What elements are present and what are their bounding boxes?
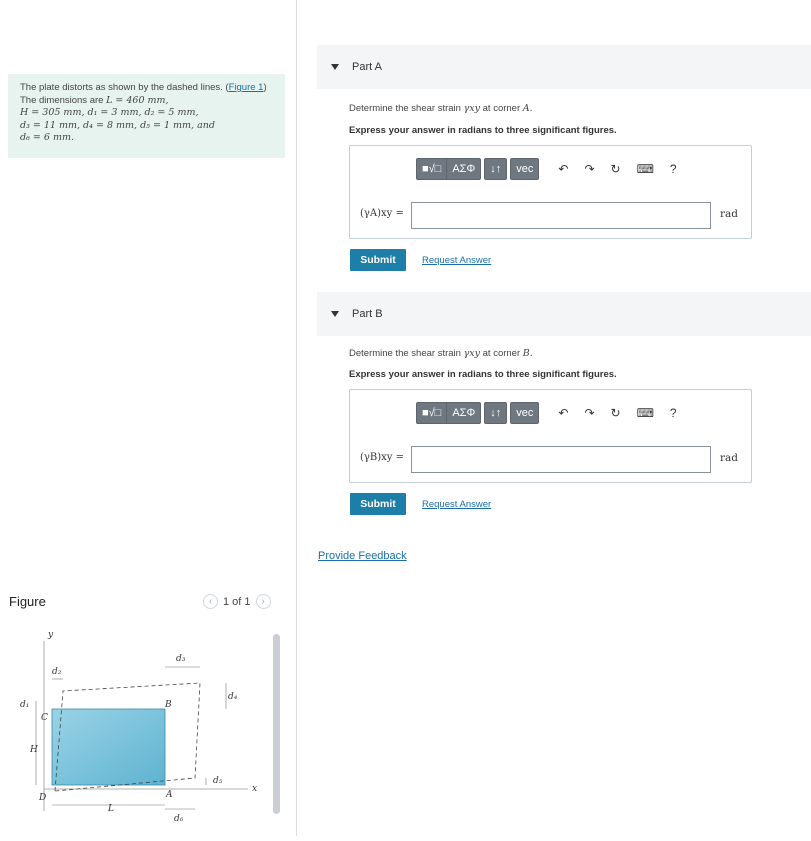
part-b-instruction-text: Express your answer in radians to three significant figures. (349, 369, 617, 380)
redo-icon[interactable]: ↷ (584, 162, 595, 176)
vec-group (510, 402, 539, 424)
part-a-request-answer-link[interactable]: Request Answer (422, 255, 492, 266)
figure-panel (8, 621, 268, 836)
part-b-symbol: γxy (463, 348, 480, 359)
prev-figure-button[interactable]: ‹ (203, 594, 218, 609)
problem-dim-d6: d₆ = 6 mm. (20, 132, 74, 143)
part-b-answer-box (349, 389, 752, 483)
part-b-header[interactable] (317, 292, 811, 336)
problem-dim-h: H = 305 mm, d₁ = 3 mm, d₂ = 5 mm, (20, 107, 199, 118)
part-b-math-toolbar (416, 402, 677, 424)
help-icon[interactable]: ? (669, 162, 677, 176)
figure-pager (203, 594, 271, 609)
label-d5: d₅ (213, 776, 223, 786)
greek-button[interactable]: ΑΣΦ (452, 407, 476, 419)
label-d4: d₄ (228, 692, 238, 702)
arrows-button[interactable]: ↓↑ (490, 407, 502, 419)
label-h: H (30, 745, 38, 755)
problem-dim-d3: d₃ = 11 mm, d₄ = 8 mm, d₅ = 1 mm, and (20, 119, 215, 131)
part-a-answer-box (349, 145, 752, 239)
vec-button[interactable]: vec (516, 407, 534, 419)
figure-link[interactable]: Figure 1 (228, 82, 264, 93)
templates-button[interactable]: ■√□ (417, 159, 447, 179)
vec-group (510, 158, 539, 180)
part-b-request-answer-link[interactable]: Request Answer (422, 499, 492, 510)
label-y: y (48, 630, 54, 640)
part-a-unit: rad (720, 208, 739, 220)
label-d: D (39, 793, 47, 803)
label-d2: d₂ (52, 667, 62, 677)
keyboard-icon[interactable]: ⌨ (636, 406, 654, 420)
part-a-lhs: (γA)xy = (360, 208, 404, 219)
part-b-label: Part B (352, 308, 383, 320)
part-a-math-toolbar (416, 158, 677, 180)
provide-feedback-link[interactable]: Provide Feedback (318, 550, 407, 562)
part-a-instruction-text: Express your answer in radians to three significant figures. (349, 125, 617, 136)
help-icon[interactable]: ? (669, 406, 677, 420)
figure-title: Figure (9, 594, 46, 609)
reset-icon[interactable]: ↻ (610, 406, 621, 420)
plate-diagram (8, 621, 268, 836)
part-b-instruction (349, 369, 617, 380)
part-b-answer-input[interactable] (411, 446, 711, 473)
arrows-group (484, 158, 507, 180)
label-d3: d₃ (176, 654, 186, 664)
figure-scroll-thumb[interactable] (273, 634, 280, 814)
part-b-question (349, 348, 533, 359)
templates-button[interactable]: ■√□ (417, 403, 447, 423)
part-a-instruction (349, 125, 617, 136)
part-a-submit-button[interactable]: Submit (350, 249, 406, 271)
part-a-corner: A. (522, 103, 533, 114)
part-a-header[interactable] (317, 45, 811, 89)
arrows-button[interactable]: ↓↑ (490, 163, 502, 175)
part-b-lhs: (γB)xy = (360, 452, 404, 463)
greek-button[interactable]: ΑΣΦ (452, 163, 476, 175)
keyboard-icon[interactable]: ⌨ (636, 162, 654, 176)
label-b: B (165, 700, 172, 710)
plate (52, 709, 165, 785)
figure-page-count: 1 of 1 (223, 595, 251, 608)
label-c: C (41, 713, 48, 723)
label-a: A (166, 790, 173, 800)
templates-group (416, 158, 481, 180)
undo-icon[interactable]: ↶ (558, 162, 569, 176)
problem-dim-l: L = 460 mm, (106, 94, 169, 106)
label-d6: d₆ (174, 814, 184, 824)
part-b-unit: rad (720, 452, 739, 464)
part-a-question-text: Determine the shear strain (349, 103, 464, 114)
problem-statement (8, 74, 285, 158)
redo-icon[interactable]: ↷ (584, 406, 595, 420)
pane-divider (296, 0, 297, 836)
vec-button[interactable]: vec (516, 163, 534, 175)
collapse-caret-icon[interactable] (331, 64, 339, 70)
arrows-group (484, 402, 507, 424)
problem-intro: The plate distorts as shown by the dashed lines. ( (20, 82, 229, 93)
part-a-question (349, 103, 533, 114)
undo-icon[interactable]: ↶ (558, 406, 569, 420)
part-b-corner: B. (522, 348, 533, 359)
next-figure-button[interactable]: › (256, 594, 271, 609)
part-b-submit-button[interactable]: Submit (350, 493, 406, 515)
part-b-question-post: at corner (480, 348, 523, 359)
templates-group (416, 402, 481, 424)
part-b-question-text: Determine the shear strain (349, 348, 464, 359)
part-a-symbol: γxy (463, 103, 480, 114)
problem-text: ) The dimensions are (20, 82, 267, 106)
part-a-answer-input[interactable] (411, 202, 711, 229)
part-a-label: Part A (352, 61, 382, 73)
part-a-question-post: at corner (480, 103, 523, 114)
label-l: L (108, 804, 114, 814)
label-x: x (252, 784, 258, 794)
reset-icon[interactable]: ↻ (610, 162, 621, 176)
label-d1: d₁ (20, 700, 30, 710)
collapse-caret-icon[interactable] (331, 311, 339, 317)
